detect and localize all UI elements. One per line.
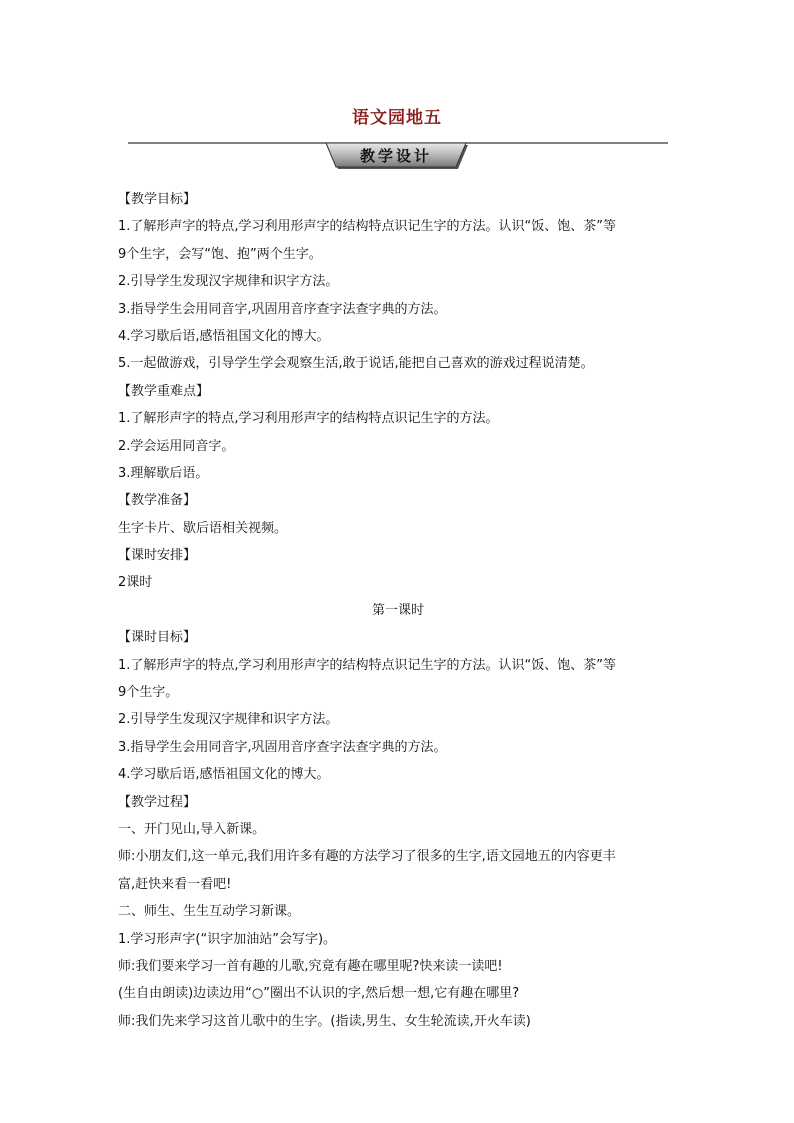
paragraph-line: 师:我们先来学习这首儿歌中的生字。(指读,男生、女生轮流读,开火车读): [118, 1013, 531, 1029]
lesson-period-heading: 第一课时: [371, 602, 424, 618]
section-heading: 【教学准备】: [118, 493, 197, 509]
paragraph-line: 4.学习歇后语,感悟祖国文化的博大。: [118, 328, 330, 344]
section-banner: [128, 137, 668, 171]
paragraph-line: 3.指导学生会用同音字,巩固用音序查字法查字典的方法。: [118, 739, 447, 755]
banner-label: 教学设计: [359, 147, 433, 165]
paragraph-line: 4.学习歇后语,感悟祖国文化的博大。: [118, 767, 330, 783]
document-body: [118, 186, 678, 1035]
paragraph-line: 1.了解形声字的特点,学习利用形声字的结构特点识记生字的方法。认识“饭、饱、茶”等: [118, 657, 617, 673]
section-heading: 【教学过程】: [118, 794, 197, 810]
paragraph-line: 9个生字。: [118, 685, 179, 701]
paragraph-line: 3.指导学生会用同音字,巩固用音序查字法查字典的方法。: [118, 301, 447, 317]
paragraph-line: 9个生字，会写“饱、抱”两个生字。: [118, 246, 322, 262]
section-heading: 【课时目标】: [118, 630, 197, 646]
paragraph-line: 2.学会运用同音字。: [118, 438, 235, 454]
paragraph-line: 1.学习形声字(“识字加油站”会写字)。: [118, 931, 337, 947]
paragraph-line: 2课时: [118, 575, 153, 591]
paragraph-line: 师:小朋友们,这一单元,我们用许多有趣的方法学习了很多的生字,语文园地五的内容更丰: [118, 849, 616, 865]
paragraph-line: 1.了解形声字的特点,学习利用形声字的结构特点识记生字的方法。: [118, 411, 499, 427]
paragraph-line: 3.理解歇后语。: [118, 465, 209, 481]
paragraph-line: 1.了解形声字的特点,学习利用形声字的结构特点识记生字的方法。认识“饭、饱、茶”等: [118, 219, 617, 235]
paragraph-line: 师:我们要来学习一首有趣的儿歌,究竟有趣在哪里呢?快来读一读吧!: [118, 958, 503, 974]
paragraph-line: 5.一起做游戏，引导学生学会观察生活,敢于说话,能把自己喜欢的游戏过程说清楚。: [118, 356, 594, 372]
paragraph-line: 富,赶快来看一看吧!: [118, 876, 232, 892]
paragraph-line: (生自由朗读)边读边用“○”圈出不认识的字,然后想一想,它有趣在哪里?: [118, 986, 520, 1002]
section-heading: 【教学目标】: [118, 192, 197, 207]
section-heading: 【教学重难点】: [118, 383, 210, 399]
paragraph-line: 一、开门见山,导入新课。: [118, 821, 266, 837]
paragraph-line: 生字卡片、歇后语相关视频。: [118, 520, 288, 536]
paragraph-line: 2.引导学生发现汉字规律和识字方法。: [118, 712, 339, 728]
section-heading: 【课时安排】: [118, 548, 197, 564]
paragraph-line: 二、师生、生生互动学习新课。: [118, 904, 301, 920]
document-title: 语文园地五: [352, 108, 442, 128]
paragraph-line: 2.引导学生发现汉字规律和识字方法。: [118, 274, 339, 290]
